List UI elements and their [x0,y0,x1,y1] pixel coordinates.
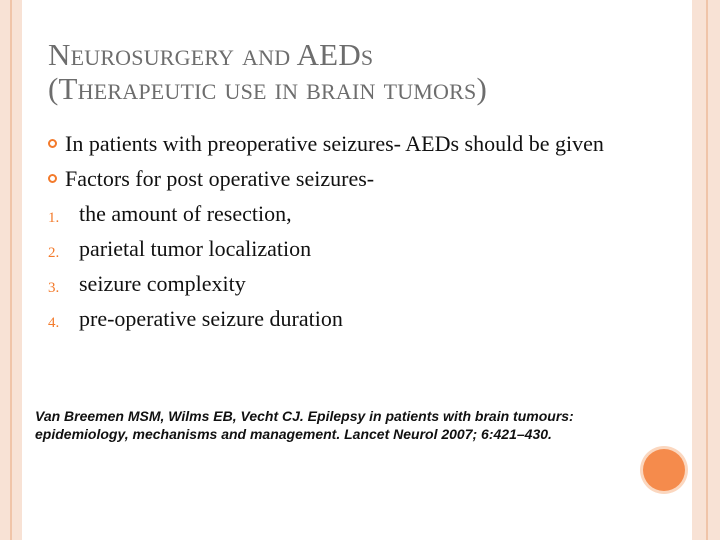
reference-citation: Van Breemen MSM, Wilms EB, Vecht CJ. Epilepsy in patients with brain tumours: epidemiology, mechanisms and management. Lancet Neurol 2007; 6:421–430. [35,408,574,442]
slide-title-line-2: (Therapeutic use in brain tumors) [48,71,487,106]
numbered-text: parietal tumor localization [79,236,312,261]
numbered-text: pre-operative seizure duration [79,306,343,331]
slide-title-line-1: Neurosurgery and AEDs [48,37,374,72]
slide-title [48,38,688,106]
right-band-line [706,0,708,540]
numbered-item [48,306,648,332]
number-marker: 3. [48,280,60,296]
numbered-item [48,201,648,227]
hollow-circle-bullet-icon [48,139,57,148]
number-marker: 2. [48,245,60,261]
number-marker: 1. [48,210,60,226]
number-marker: 4. [48,315,60,331]
numbered-text: seizure complexity [79,271,246,296]
bullet-text: Factors for post operative seizures- [65,166,375,191]
left-decorative-band [0,0,22,540]
bullet-item [48,166,648,192]
bullet-item [48,131,648,157]
hollow-circle-bullet-icon [48,174,57,183]
numbered-text: the amount of resection, [79,201,292,226]
slide-body [48,131,648,341]
bullet-text: In patients with preoperative seizures- AEDs should be given [65,131,604,156]
orange-circle-icon [643,449,685,491]
left-band-line [10,0,12,540]
right-decorative-band [692,0,720,540]
numbered-item [48,236,648,262]
numbered-item [48,271,648,297]
